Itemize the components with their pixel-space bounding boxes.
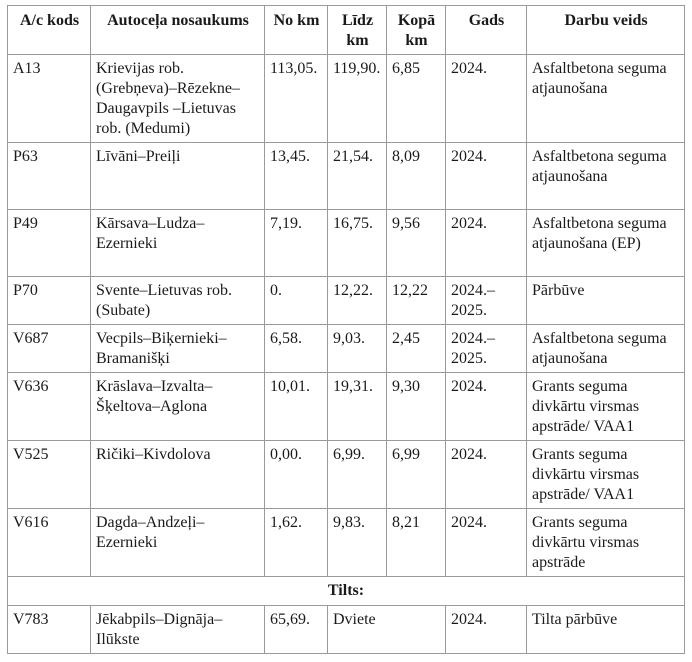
cell-nosaukums: Kārsava–Ludza–Ezernieki — [91, 210, 265, 277]
section-row — [8, 577, 685, 606]
cell-gads: 2024. — [446, 373, 527, 441]
cell-kods: V783 — [8, 606, 91, 654]
cell-darbu-veids: Grants seguma divkārtu virsmas apstrāde/ VAA1 — [527, 373, 685, 441]
table-row — [8, 143, 685, 210]
cell-gads: 2024. — [446, 210, 527, 277]
header-darbu-veids: Darbu veids — [527, 6, 685, 55]
cell-nosaukums: Krievijas rob. (Grebņeva)–Rēzekne–Daugavpils –Lietuvas rob. (Medumi) — [91, 55, 265, 143]
cell-kods: P63 — [8, 143, 91, 210]
cell-darbu-veids: Asfaltbetona seguma atjaunošana — [527, 55, 685, 143]
cell-nosaukums: Dagda–Andzeļi–Ezernieki — [91, 509, 265, 577]
cell-nosaukums: Līvāni–Preiļi — [91, 143, 265, 210]
cell-kopa-km: 6,85 — [387, 55, 446, 143]
cell-gads: 2024. — [446, 55, 527, 143]
header-gads: Gads — [446, 6, 527, 55]
cell-no-km: 0. — [265, 277, 328, 325]
cell-gads: 2024. — [446, 509, 527, 577]
cell-nosaukums: Krāslava–Izvalta–Šķeltova–Aglona — [91, 373, 265, 441]
table-row — [8, 55, 685, 143]
cell-nosaukums: Ričiki–Kivdolova — [91, 441, 265, 509]
table-row — [8, 509, 685, 577]
cell-no-km: 7,19. — [265, 210, 328, 277]
cell-gads: 2024. — [446, 143, 527, 210]
cell-lidz-km: Dviete — [328, 606, 446, 654]
cell-kods: V616 — [8, 509, 91, 577]
cell-no-km: 0,00. — [265, 441, 328, 509]
cell-darbu-veids: Pārbūve — [527, 277, 685, 325]
table-row — [8, 373, 685, 441]
cell-lidz-km: 19,31. — [328, 373, 387, 441]
road-works-table-wrapper — [7, 5, 685, 654]
cell-darbu-veids: Asfaltbetona seguma atjaunošana — [527, 143, 685, 210]
table-row — [8, 277, 685, 325]
cell-gads: 2024.–2025. — [446, 325, 527, 373]
header-kopa-km: Kopā km — [387, 6, 446, 55]
cell-kopa-km: 8,21 — [387, 509, 446, 577]
cell-lidz-km: 21,54. — [328, 143, 387, 210]
table-row — [8, 325, 685, 373]
cell-kopa-km: 9,56 — [387, 210, 446, 277]
cell-darbu-veids: Grants seguma divkārtu virsmas apstrāde/ VAA1 — [527, 441, 685, 509]
cell-no-km: 6,58. — [265, 325, 328, 373]
cell-lidz-km: 16,75. — [328, 210, 387, 277]
cell-kopa-km: 9,30 — [387, 373, 446, 441]
cell-gads: 2024. — [446, 441, 527, 509]
cell-no-km: 10,01. — [265, 373, 328, 441]
header-lidz-km: Līdz km — [328, 6, 387, 55]
cell-nosaukums: Jēkabpils–Dignāja–Ilūkste — [91, 606, 265, 654]
table-row — [8, 210, 685, 277]
cell-kods: A13 — [8, 55, 91, 143]
header-row — [8, 6, 685, 55]
cell-kopa-km: 2,45 — [387, 325, 446, 373]
cell-darbu-veids: Tilta pārbūve — [527, 606, 685, 654]
cell-darbu-veids: Grants seguma divkārtu virsmas apstrāde — [527, 509, 685, 577]
cell-lidz-km: 6,99. — [328, 441, 387, 509]
cell-lidz-km: 9,83. — [328, 509, 387, 577]
cell-no-km: 1,62. — [265, 509, 328, 577]
cell-lidz-km: 9,03. — [328, 325, 387, 373]
cell-kopa-km: 12,22 — [387, 277, 446, 325]
cell-kods: V525 — [8, 441, 91, 509]
header-kods: A/c kods — [8, 6, 91, 55]
cell-nosaukums: Vecpils–Biķernieki–Bramanišķi — [91, 325, 265, 373]
header-nosaukums: Autoceļa nosaukums — [91, 6, 265, 55]
cell-lidz-km: 119,90. — [328, 55, 387, 143]
table-row — [8, 606, 685, 654]
section-label-tilts: Tilts: — [8, 577, 685, 606]
cell-kods: V687 — [8, 325, 91, 373]
cell-no-km: 65,69. — [265, 606, 328, 654]
cell-no-km: 13,45. — [265, 143, 328, 210]
header-no-km: No km — [265, 6, 328, 55]
cell-darbu-veids: Asfaltbetona seguma atjaunošana — [527, 325, 685, 373]
cell-gads: 2024. — [446, 606, 527, 654]
cell-kods: V636 — [8, 373, 91, 441]
cell-no-km: 113,05. — [265, 55, 328, 143]
cell-darbu-veids: Asfaltbetona seguma atjaunošana (EP) — [527, 210, 685, 277]
cell-nosaukums: Svente–Lietuvas rob. (Subate) — [91, 277, 265, 325]
cell-kopa-km: 8,09 — [387, 143, 446, 210]
cell-kods: P49 — [8, 210, 91, 277]
cell-gads: 2024.–2025. — [446, 277, 527, 325]
cell-kods: P70 — [8, 277, 91, 325]
road-works-table — [7, 5, 685, 654]
table-row — [8, 441, 685, 509]
cell-lidz-km: 12,22. — [328, 277, 387, 325]
cell-kopa-km: 6,99 — [387, 441, 446, 509]
